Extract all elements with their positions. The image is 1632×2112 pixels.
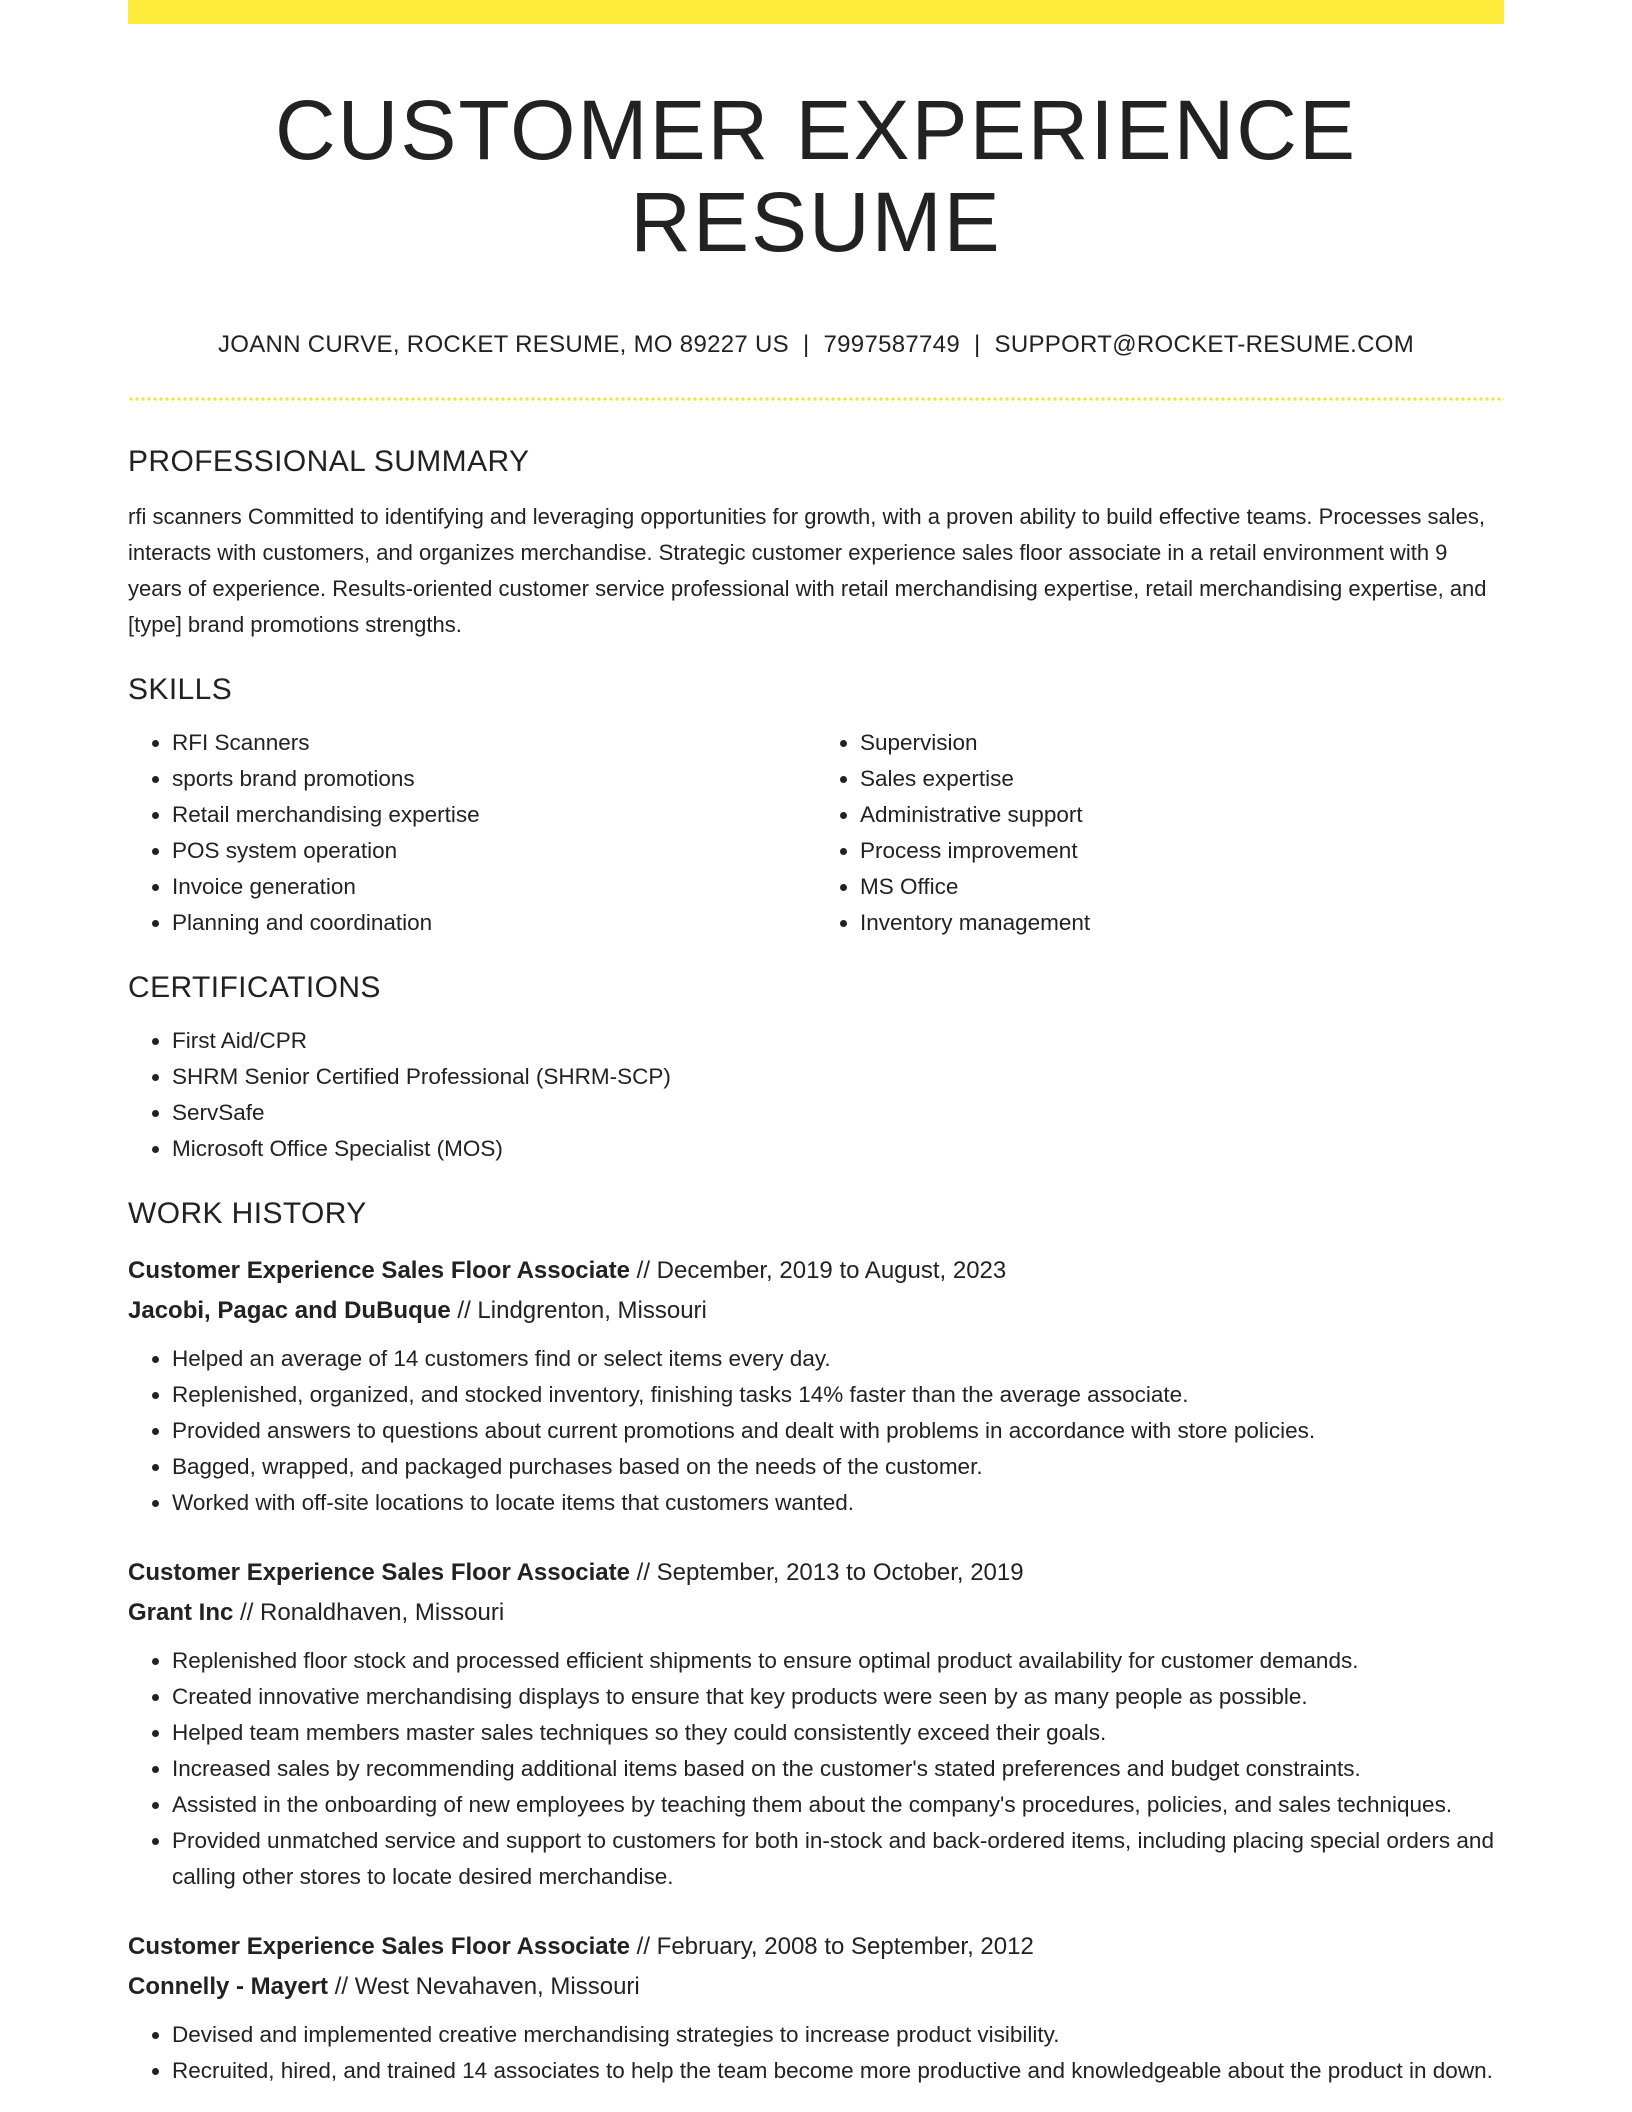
job-bullet: • Replenished, organized, and stocked inventory, finishing tasks 14% faster than the average associate. [172,1377,1504,1413]
job-company-line [128,1967,1504,2007]
contact-separator: | [973,330,981,358]
certification-item: • First Aid/CPR [172,1023,1504,1059]
certifications-heading: CERTIFICATIONS [128,970,381,1004]
skills-section [128,673,1504,941]
job-role-line [128,1553,1504,1593]
job-bullet: • Worked with off-site locations to locate items that customers wanted. [172,1485,1504,1521]
contact-email: SUPPORT@ROCKET-RESUME.COM [994,330,1414,358]
job-separator: // [457,1296,471,1324]
summary-text: rfi scanners Committed to identifying and leveraging opportunities for growth, with a proven ability to build effective teams. Processes sales, interacts with customers, and organizes merchandise. Strategic customer experience sales floor associate in a retail environment with 9 years of experience. Results-oriented customer service professional with retail merchandising expertise, retail merchandising expertise, and [type] brand promotions strengths. [128,503,1487,637]
job-entry [128,1553,1504,1895]
job-separator: // [334,1972,349,2000]
skills-list-right [816,725,1504,941]
contact-line [128,331,1504,359]
job-entry [128,1927,1504,2089]
skill-item: • Process improvement [860,833,1504,869]
job-entry [128,1251,1504,1521]
skill-item: • Retail merchandising expertise [172,797,816,833]
skill-item: • Sales expertise [860,761,1504,797]
job-role-line [128,1251,1504,1291]
summary-section [128,445,1504,643]
skill-item: • Inventory management [860,905,1504,941]
work-history-heading: WORK HISTORY [128,1196,367,1230]
job-separator: // [636,1558,650,1586]
job-bullet: • Increased sales by recommending additional items based on the customer's stated preferences and budget constraints. [172,1751,1504,1787]
resume-page [128,0,1504,2089]
job-company-line [128,1593,1504,1633]
job-company: Grant Inc [128,1598,234,1626]
top-accent-bar [128,0,1504,24]
job-role-line [128,1927,1504,1967]
job-role: Customer Experience Sales Floor Associate [128,1932,630,1960]
job-location: West Nevahaven, Missouri [354,1972,640,2000]
job-bullets [128,1341,1504,1521]
resume-title: CUSTOMER EXPERIENCE RESUME [275,83,1357,270]
job-bullet: • Bagged, wrapped, and packaged purchases based on the needs of the customer. [172,1449,1504,1485]
skills-heading: SKILLS [128,672,233,706]
contact-phone: 7997587749 [823,330,960,358]
job-role: Customer Experience Sales Floor Associate [128,1558,630,1586]
job-company: Jacobi, Pagac and DuBuque [128,1296,451,1324]
dotted-divider [128,397,1504,401]
job-separator: // [636,1256,650,1284]
skill-item: • Invoice generation [172,869,816,905]
skills-grid [128,725,1504,941]
job-company: Connelly - Mayert [128,1972,329,2000]
skill-item: • sports brand promotions [172,761,816,797]
job-bullet: • Provided answers to questions about current promotions and dealt with problems in accordance with store policies. [172,1413,1504,1449]
job-bullet: • Provided unmatched service and support to customers for both in-stock and back-ordered items, including placing special orders and calling other stores to locate desired merchandise. [172,1823,1504,1895]
skill-item: • RFI Scanners [172,725,816,761]
job-separator: // [240,1598,254,1626]
job-role: Customer Experience Sales Floor Associate [128,1256,630,1284]
job-bullets [128,2017,1504,2089]
job-bullet: • Helped team members master sales techniques so they could consistently exceed their goals. [172,1715,1504,1751]
summary-heading: PROFESSIONAL SUMMARY [128,444,530,478]
certifications-section [128,971,1504,1167]
job-bullet: • Helped an average of 14 customers find or select items every day. [172,1341,1504,1377]
job-separator: // [636,1932,650,1960]
certifications-list [128,1023,1504,1167]
job-bullet: • Devised and implemented creative merchandising strategies to increase product visibility. [172,2017,1504,2053]
job-dates: September, 2013 to October, 2019 [656,1558,1024,1586]
skill-item: • Planning and coordination [172,905,816,941]
job-dates: December, 2019 to August, 2023 [656,1256,1007,1284]
certification-item: • ServSafe [172,1095,1504,1131]
job-bullets [128,1643,1504,1895]
job-dates: February, 2008 to September, 2012 [656,1932,1034,1960]
skill-item: • Supervision [860,725,1504,761]
skill-item: • POS system operation [172,833,816,869]
job-location: Ronaldhaven, Missouri [260,1598,505,1626]
skill-item: • MS Office [860,869,1504,905]
job-bullet: • Assisted in the onboarding of new employees by teaching them about the company's procedures, policies, and sales techniques. [172,1787,1504,1823]
contact-address: JOANN CURVE, ROCKET RESUME, MO 89227 US [217,330,789,358]
job-location: Lindgrenton, Missouri [477,1296,707,1324]
job-bullet: • Created innovative merchandising displays to ensure that key products were seen by as many people as possible. [172,1679,1504,1715]
certification-item: • SHRM Senior Certified Professional (SHRM-SCP) [172,1059,1504,1095]
job-bullet: • Recruited, hired, and trained 14 associates to help the team become more productive and knowledgeable about the product in down. [172,2053,1504,2089]
contact-separator: | [802,330,810,358]
skill-item: • Administrative support [860,797,1504,833]
certification-item: • Microsoft Office Specialist (MOS) [172,1131,1504,1167]
job-bullet: • Replenished floor stock and processed efficient shipments to ensure optimal product availability for customer demands. [172,1643,1504,1679]
skills-list-left [128,725,816,941]
job-company-line [128,1291,1504,1331]
work-history-section [128,1197,1504,2089]
